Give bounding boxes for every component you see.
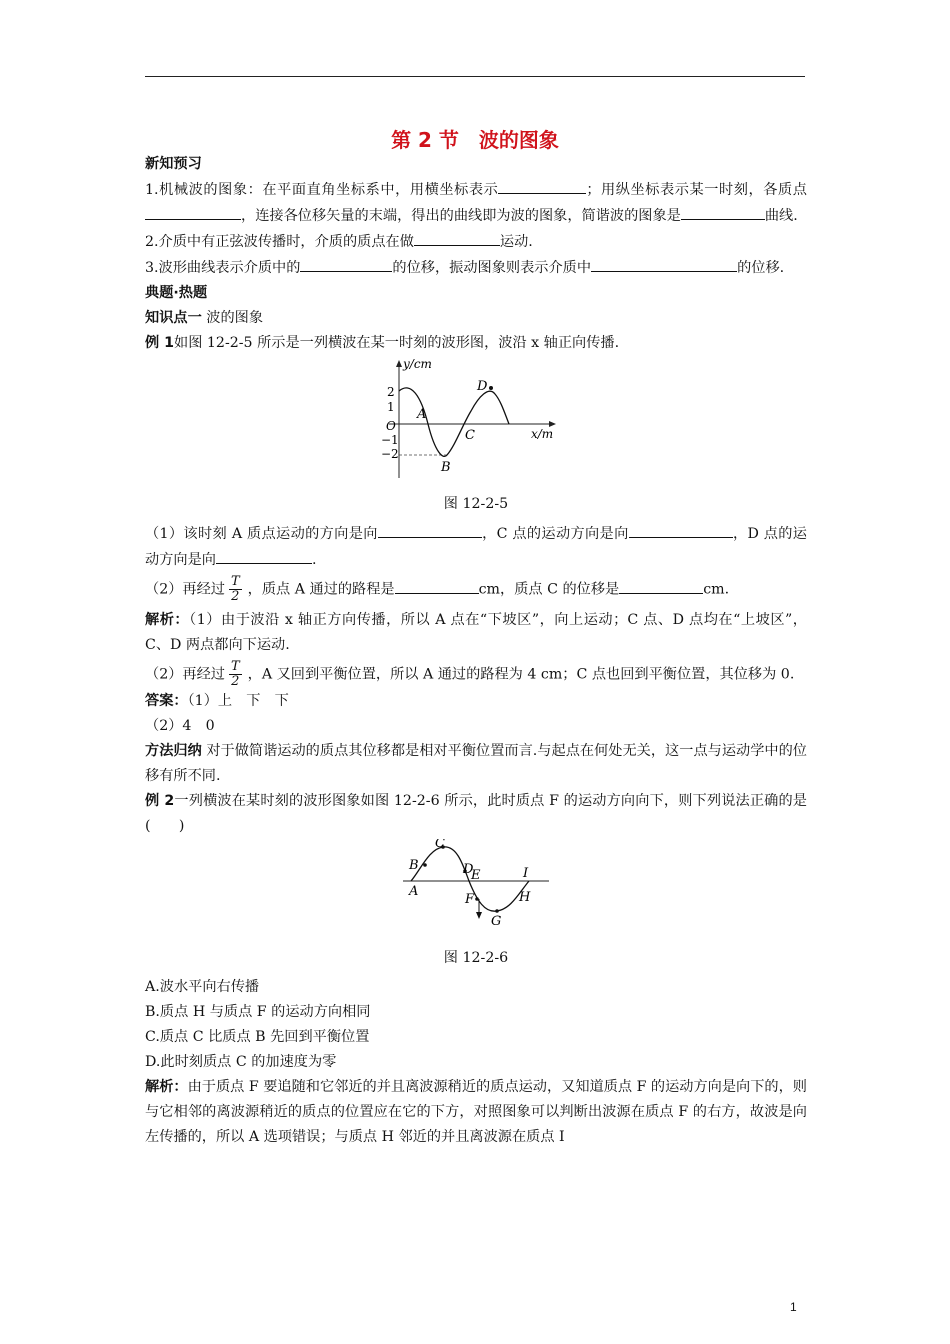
wave-graph-2 bbox=[401, 839, 551, 935]
example-2: 例 2一列横波在某时刻的波形图象如图 12-2-6 所示，此时质点 F 的运动方向向下，则下列说法正确的是( ) bbox=[145, 793, 807, 834]
blank[interactable] bbox=[216, 547, 312, 564]
point-b-marker bbox=[423, 863, 427, 867]
y-axis-arrow-icon bbox=[396, 360, 402, 367]
blank[interactable] bbox=[681, 203, 765, 220]
wave-graph-1 bbox=[381, 356, 571, 481]
point-label-g: G bbox=[491, 914, 502, 929]
analysis-1-part-2: （2）再经过 $\frac{T}{2}$ ，A 又回到平衡位置，所以 A 通过的路程为 4 cm；C 点也回到平衡位置，其位移为 0. bbox=[145, 659, 795, 689]
analysis-1: 解析：（1）由于波沿 x 轴正方向传播，所以 A 点在“下坡区”，向上运动；C 点、D 点均在“上坡区”，C、D 两点都向下运动. bbox=[145, 612, 807, 653]
blank[interactable] bbox=[300, 255, 392, 272]
x-axis-label: x/m bbox=[531, 427, 554, 441]
blank[interactable] bbox=[378, 521, 482, 538]
point-f-marker bbox=[475, 897, 479, 901]
section-heading-preview: 新知预习 bbox=[145, 156, 202, 172]
tick-label: −2 bbox=[381, 447, 399, 461]
arrow-down-icon bbox=[476, 912, 482, 919]
option-d: D.此时刻质点 C 的加速度为零 bbox=[145, 1054, 337, 1070]
blank[interactable] bbox=[395, 577, 479, 594]
point-label-a: A bbox=[417, 407, 427, 422]
question-2: 2.介质中有正弦波传播时，介质的质点在做 运动. bbox=[145, 229, 807, 255]
section-heading-typical: 典题·热题 bbox=[145, 285, 208, 301]
origin-label: O bbox=[386, 419, 396, 433]
example-1: 例 1如图 12-2-5 所示是一列横波在某一时刻的波形图，波沿 x 轴正向传播. bbox=[145, 335, 620, 351]
point-label-f: F bbox=[465, 892, 475, 907]
point-label-c: C bbox=[435, 839, 445, 851]
option-b: B.质点 H 与质点 F 的运动方向相同 bbox=[145, 1004, 371, 1020]
question-3: 3.波形曲线表示介质中的 的位移，振动图象则表示介质中 的位移. bbox=[145, 255, 807, 281]
y-axis-label: y/cm bbox=[403, 357, 432, 371]
page-number: 1 bbox=[790, 1300, 797, 1314]
figure-12-2-6 bbox=[145, 839, 807, 944]
point-g-marker bbox=[495, 909, 499, 913]
wave-curve bbox=[399, 388, 509, 456]
blank[interactable] bbox=[145, 203, 241, 220]
document-body bbox=[145, 152, 807, 1150]
blank[interactable] bbox=[498, 177, 586, 194]
fraction-t-over-2: $\frac{T}{2}$ bbox=[230, 659, 240, 689]
fraction-t-over-2: $\frac{T}{2}$ bbox=[230, 574, 240, 604]
point-label-e: E bbox=[471, 868, 481, 883]
blank[interactable] bbox=[591, 255, 737, 272]
figure-12-2-5 bbox=[145, 356, 807, 490]
tick-label: −1 bbox=[381, 433, 399, 447]
point-label-c: C bbox=[465, 428, 475, 443]
blank[interactable] bbox=[414, 229, 500, 246]
analysis-2: 解析：由于质点 F 要追随和它邻近的并且离波源稍近的质点运动，又知道质点 F 的运动方向是向下的，则与它相邻的离波源稍近的质点的位置应在它的下方，对照图象可以判断出波源在质点 F 的右方，故波是向左传播的，所以 A 选项错误；与质点 H 邻近的并且离波源在质点 I bbox=[145, 1079, 807, 1145]
figure-caption: 图 12-2-6 bbox=[443, 950, 509, 966]
blank[interactable] bbox=[629, 521, 733, 538]
tick-label: 2 bbox=[387, 385, 395, 399]
point-label-d: D bbox=[477, 379, 488, 394]
point-label-b: B bbox=[441, 460, 451, 475]
option-c: C.质点 C 比质点 B 先回到平衡位置 bbox=[145, 1029, 370, 1045]
option-a: A.波水平向右传播 bbox=[145, 979, 260, 995]
method-summary: 方法归纳 对于做简谐运动的质点其位移都是相对平衡位置而言.与起点在何处无关，这一点与运动学中的位移有所不同. bbox=[145, 743, 807, 784]
point-label-b: B bbox=[409, 858, 419, 873]
blank[interactable] bbox=[619, 577, 703, 594]
tick-label: 1 bbox=[387, 400, 395, 414]
point-label-h: H bbox=[519, 890, 531, 905]
question-1: 1.机械波的图象：在平面直角坐标系中，用横坐标表示 ；用纵坐标表示某一时刻，各质点，连接各位移矢量的末端，得出的曲线即为波的图象，简谐波的图象是 曲线. bbox=[145, 177, 807, 229]
point-label-a: A bbox=[409, 884, 419, 899]
example-1-part-1: （1）该时刻 A 质点运动的方向是向 ，C 点的运动方向是向 ，D 点的运动方向是向 . bbox=[145, 521, 807, 573]
knowledge-point-heading: 知识点一 波的图象 bbox=[145, 310, 264, 326]
point-d-marker bbox=[489, 386, 493, 390]
point-label-d: D bbox=[463, 862, 474, 877]
answer-1-part-2: （2）4 0 bbox=[145, 718, 215, 734]
point-label-i: I bbox=[523, 866, 529, 881]
header-rule bbox=[145, 76, 805, 77]
figure-caption: 图 12-2-5 bbox=[443, 496, 509, 512]
example-1-part-2: （2）再经过 $\frac{T}{2}$ ，质点 A 通过的路程是 cm，质点 C 的位移是 cm. bbox=[145, 574, 730, 604]
answer-1: 答案：（1）上 下 下 bbox=[145, 693, 289, 709]
page-title: 第 2 节 波的图象 bbox=[391, 128, 559, 152]
